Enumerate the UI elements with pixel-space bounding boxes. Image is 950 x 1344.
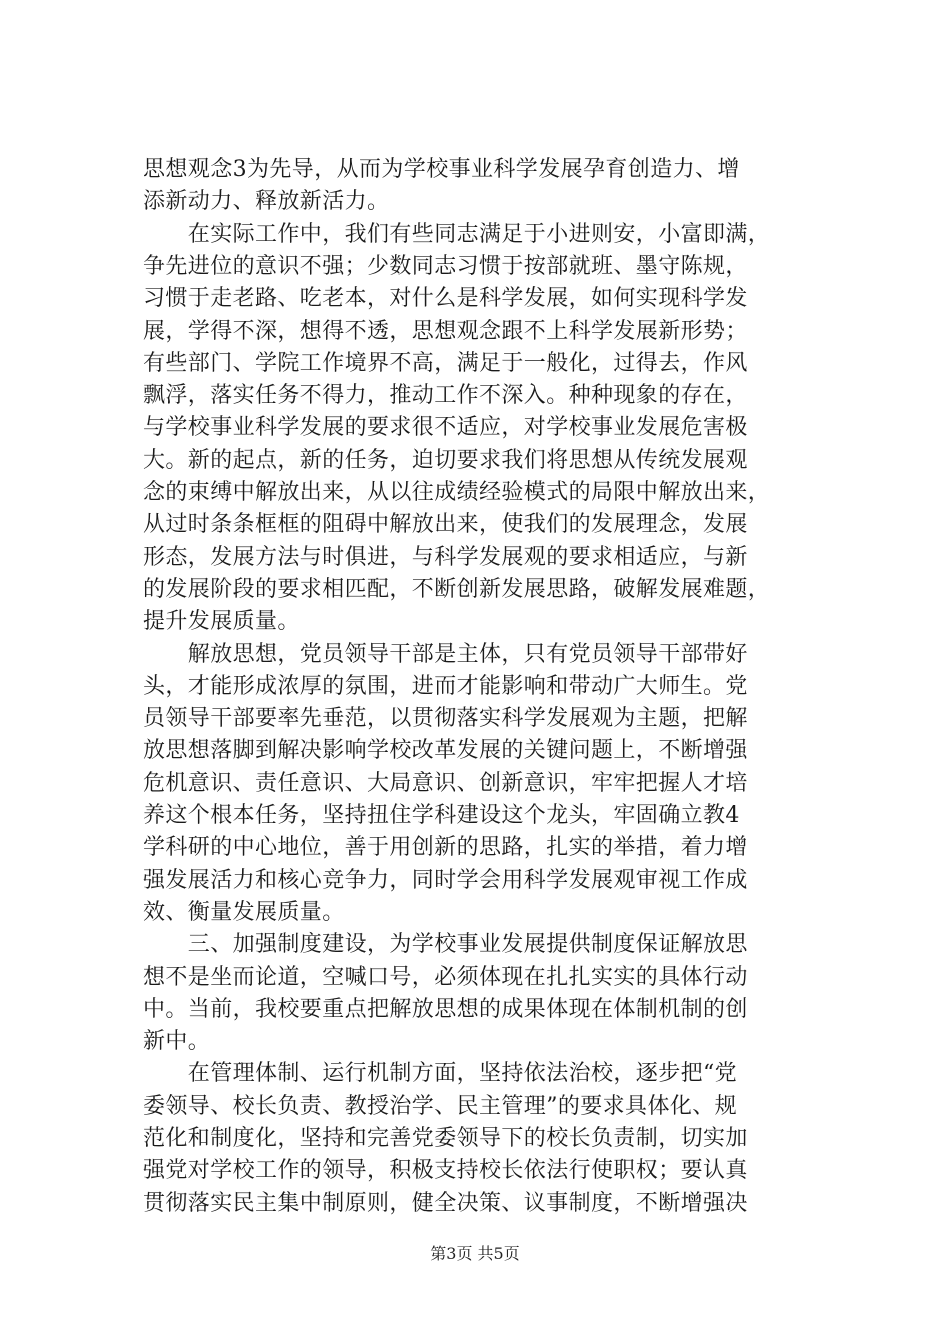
text-line: 危机意识、责任意识、大局意识、创新意识，牢牢把握人才培 xyxy=(143,770,748,796)
text-line: 中。当前，我校要重点把解放思想的成果体现在体制机制的创 xyxy=(143,996,748,1022)
text-line: 贯彻落实民主集中制原则，健全决策、议事制度，不断增强决 xyxy=(143,1190,748,1216)
text-line: 的发展阶段的要求相匹配，不断创新发展思路，破解发展难题， xyxy=(143,576,771,602)
text-line: 大。新的起点，新的任务，迫切要求我们将思想从传统发展观 xyxy=(143,447,748,473)
text-line: 强党对学校工作的领导，积极支持校长依法行使职权；要认真 xyxy=(143,1158,748,1184)
text-line: 添新动力、释放新活力。 xyxy=(143,189,390,215)
text-line: 想不是坐而论道，空喊口号，必须体现在扎扎实实的具体行动 xyxy=(143,964,748,990)
text-line: 飘浮，落实任务不得力，推动工作不深入。种种现象的存在， xyxy=(143,383,748,409)
text-line: 养这个根本任务，坚持扭住学科建设这个龙头，牢固确立教4 xyxy=(143,803,740,828)
text-line: 念的束缚中解放出来，从以往成绩经验模式的局限中解放出来， xyxy=(143,480,771,505)
text-line: 效、衡量发展质量。 xyxy=(143,899,345,925)
text-line: 放思想落脚到解决影响学校改革发展的关键问题上，不断增强 xyxy=(143,738,748,764)
text-line: 有些部门、学院工作境界不高，满足于一般化，过得去，作风 xyxy=(143,350,748,376)
text-line: 提升发展质量。 xyxy=(143,609,300,635)
text-line: 新中。 xyxy=(143,1029,211,1055)
text-line: 从过时条条框框的阻碍中解放出来，使我们的发展理念，发展 xyxy=(143,512,748,538)
text-line: 展，学得不深，想得不透，思想观念跟不上科学发展新形势； xyxy=(143,318,748,344)
text-line: 员领导干部要率先垂范，以贯彻落实科学发展观为主题，把解 xyxy=(143,706,748,732)
text-line: 学科研的中心地位，善于用创新的思路，扎实的举措，着力增 xyxy=(143,835,748,861)
text-line: 思想观念3为先导，从而为学校事业科学发展孕育创造力、增 xyxy=(143,157,740,182)
text-line: 范化和制度化，坚持和完善党委领导下的校长负责制，切实加 xyxy=(143,1126,748,1151)
text-line: 委领导、校长负责、教授治学、民主管理”的要求具体化、规 xyxy=(143,1093,738,1119)
text-line: 头，才能形成浓厚的氛围，进而才能影响和带动广大师生。党 xyxy=(143,673,748,699)
text-line: 解放思想，党员领导干部是主体，只有党员领导干部带好 xyxy=(143,641,748,667)
text-line: 强发展活力和核心竞争力，同时学会用科学发展观审视工作成 xyxy=(143,867,748,893)
text-line: 在实际工作中，我们有些同志满足于小进则安，小富即满， xyxy=(143,221,771,247)
text-line: 争先进位的意识不强；少数同志习惯于按部就班、墨守陈规， xyxy=(143,253,748,279)
text-line: 在管理体制、运行机制方面，坚持依法治校，逐步把“党 xyxy=(143,1061,738,1087)
page-footer: 第3页 共5页 xyxy=(430,1244,520,1263)
text-line: 与学校事业科学发展的要求很不适应，对学校事业发展危害极 xyxy=(143,415,748,441)
text-line: 形态，发展方法与时俱进，与科学发展观的要求相适应，与新 xyxy=(143,544,748,570)
text-line: 三、加强制度建设，为学校事业发展提供制度保证解放思 xyxy=(143,932,748,958)
text-line: 习惯于走老路、吃老本，对什么是科学发展，如何实现科学发 xyxy=(143,286,748,312)
